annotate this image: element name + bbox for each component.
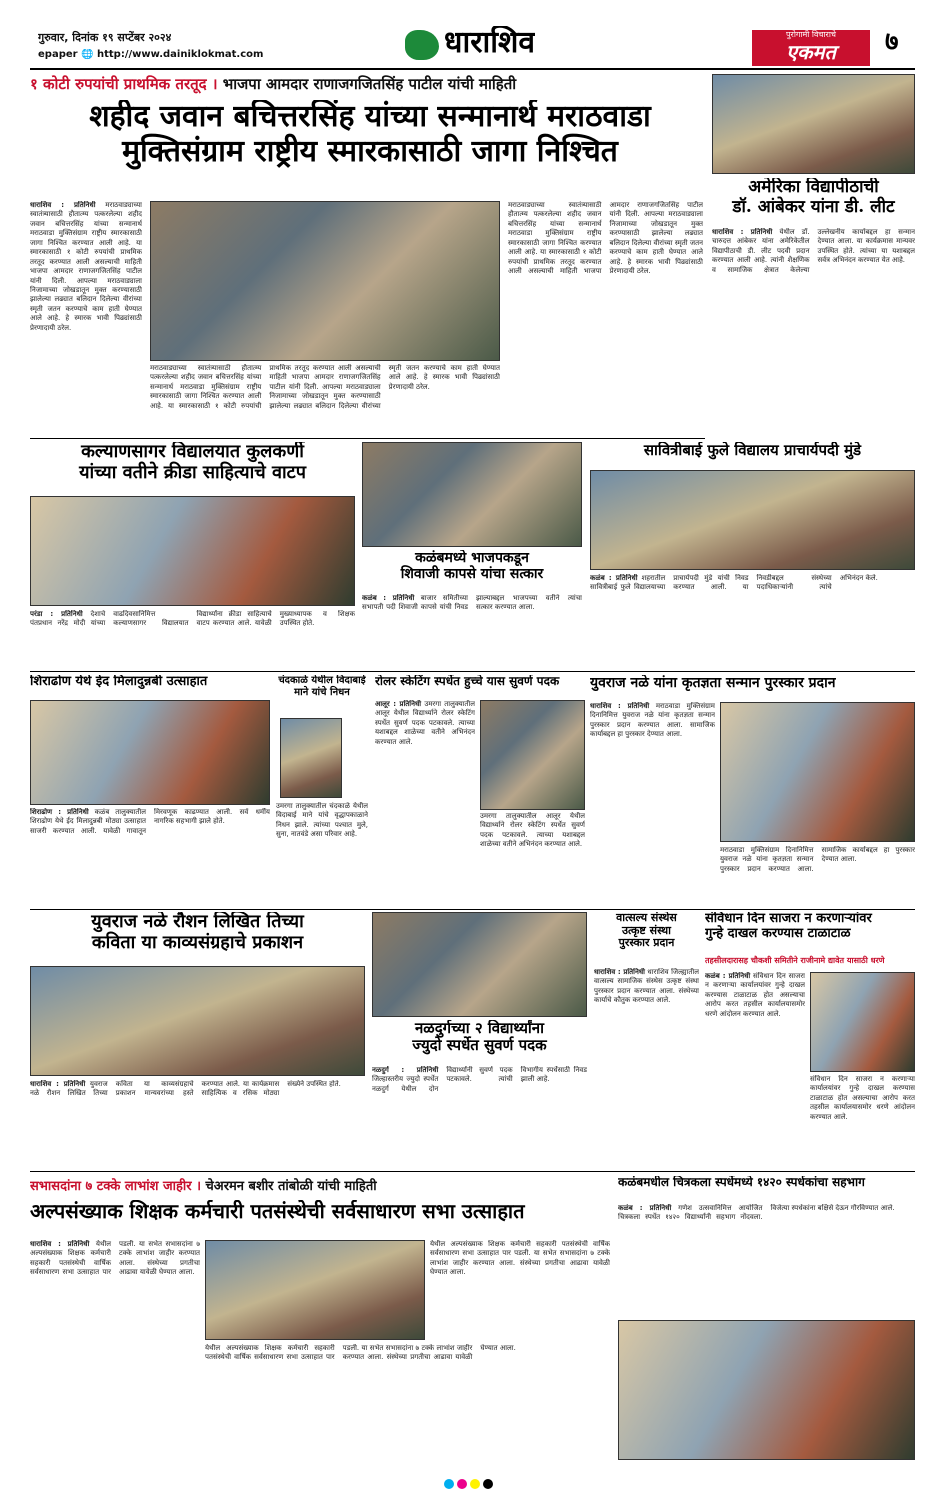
sabha-body-mid bbox=[430, 1240, 610, 1340]
poetry-byline: धाराशिव : प्रतिनिधी bbox=[30, 1080, 86, 1088]
vatsalya-text: धाराशिव जिल्ह्यातील वात्सल्य सामाजिक संस्थेस उत्कृष्ट संस्था पुरस्कार प्रदान करण्यात आला. संस्थेच्या कार्याचे कौतुक करण्यात आले. bbox=[594, 968, 699, 1005]
judo-text: जिल्हास्तरीय ज्युदो स्पर्धेत नळदुर्ग येथील दोन विद्यार्थ्यांनी सुवर्ण पदक पटकावले. त्यांची विभागीय स्पर्धेसाठी निवड झाली आहे. bbox=[372, 1066, 587, 1093]
judo-photo bbox=[372, 912, 587, 1017]
kalyan-headline-line-1: कल्याणसागर विद्यालयात कुलकर्णी bbox=[81, 442, 304, 462]
kalamb-headline bbox=[362, 550, 582, 592]
brand-block bbox=[752, 30, 870, 66]
judo-body bbox=[372, 1066, 587, 1168]
poetry-headline bbox=[30, 912, 365, 962]
lead-headline bbox=[30, 100, 710, 196]
header-url[interactable]: http://www.dainiklokmat.com bbox=[96, 49, 264, 60]
amerika-body bbox=[712, 228, 915, 436]
district-map-icon bbox=[405, 30, 439, 60]
lead-body-right bbox=[508, 201, 703, 366]
lead-headline-line-1: शहीद जवान बचित्तरसिंह यांच्या सन्मानार्थ मराठवाडा bbox=[89, 100, 651, 134]
sanvidhan-headline bbox=[705, 912, 915, 954]
judo-headline-line-1: नळदुर्गच्या २ विद्यार्थ्यांना bbox=[414, 1020, 545, 1037]
kalamb-body bbox=[362, 594, 582, 668]
judo-headline bbox=[372, 1020, 587, 1064]
lead-headline-line-2: मुक्तिसंग्राम राष्ट्रीय स्मारकासाठी जागा निश्चित bbox=[122, 133, 618, 169]
kalamb-headline-line-2: शिवाजी कापसे यांचा सत्कार bbox=[400, 566, 544, 583]
lead-kicker-rest: भाजपा आमदार राणाजगजितसिंह पाटील यांची माहिती bbox=[222, 75, 517, 93]
poetry-headline-line-2: कविता या काव्यसंग्रहाचे प्रकाशन bbox=[91, 931, 304, 953]
poetry-body bbox=[30, 1080, 365, 1168]
shiradhon-byline: शिराढोण : प्रतिनिधी bbox=[30, 808, 89, 816]
yuvraj-award-text: मराठवाडा मुक्तिसंग्राम दिनानिमित्त युवराज नळे यांना कृतज्ञता सन्मान पुरस्कार प्रदान करण्यात आला. सामाजिक कार्याबद्दल हा पुरस्कार देण्यात आला. bbox=[590, 702, 715, 739]
sabha-body-left bbox=[30, 1240, 200, 1460]
shiradhon-text: कळंब तालुक्यातील शिराढोण येथे ईद मिलादुन्नबी मोठ्या उत्साहात साजरी करण्यात आली. यावेळी गावातून मिरवणूक काढण्यात आली. सर्व धर्मीय नागरिक सहभागी झाले होते. bbox=[30, 808, 270, 835]
roller-body-top bbox=[375, 700, 475, 906]
shiradhon-body bbox=[30, 808, 270, 906]
epaper-label: epaper bbox=[38, 49, 78, 60]
row3-rule bbox=[30, 909, 915, 910]
obit-headline-line-2: माने यांचे निधन bbox=[294, 686, 350, 698]
chitrakala-photo bbox=[618, 1320, 915, 1460]
roller-text: उमरगा तालुक्यातील आलूर येथील विद्यार्थ्याने रोलर स्केटिंग स्पर्धेत सुवर्ण पदक पटकावले. त्याच्या यशाबद्दल शाळेच्या वतीने अभिनंदन करण्यात आले. bbox=[375, 700, 475, 746]
roller-text-continued: उमरगा तालुक्यातील आलूर येथील विद्यार्थ्याने रोलर स्केटिंग स्पर्धेत सुवर्ण पदक पटकावले. त्याच्या यशाबद्दल शाळेच्या वतीने अभिनंदन करण्यात आले. bbox=[480, 812, 585, 849]
kalyan-body bbox=[30, 610, 355, 668]
savitri-text: शहरातील सावित्रीबाई फुले विद्यालयाच्या प्राचार्यपदी मुंडे यांची निवड करण्यात आली. या निवडीबद्दल संस्थेच्या पदाधिकाऱ्यांनी त्यांचे अभिनंदन केले. bbox=[590, 574, 878, 592]
poetry-headline-line-1: युवराज नळे रौशन लिखित तिच्या bbox=[91, 912, 304, 932]
lead-body-bottom bbox=[150, 364, 500, 436]
yuvraj-award-photo bbox=[720, 702, 915, 842]
vatsalya-body bbox=[594, 968, 699, 1168]
sabha-kicker-rest: चेअरमन बशीर तांबोळी यांची माहिती bbox=[205, 1179, 377, 1194]
sabha-text-continued: येथील अल्पसंख्याक शिक्षक कर्मचारी सहकारी पतसंस्थेची वार्षिक सर्वसाधारण सभा उत्साहात पार पडली. या सभेत सभासदांना ७ टक्के लाभांश जाहीर करण्यात आला. संस्थेच्या प्रगतीचा आढावा यावेळी घेण्यात आला. bbox=[205, 1344, 516, 1362]
sabha-kicker-red: सभासदांना ७ टक्के लाभांश जाहीर । bbox=[30, 1179, 201, 1194]
roller-body-bottom bbox=[480, 812, 585, 906]
roller-photo bbox=[480, 700, 585, 810]
brand-tagline: पुरोगामी विचाराचे bbox=[786, 30, 836, 39]
header-date: गुरुवार, दिनांक १९ सप्टेंबर २०२४ bbox=[38, 31, 172, 44]
amerika-headline bbox=[712, 178, 915, 224]
lead-byline: धाराशिव : प्रतिनिधी bbox=[30, 201, 96, 209]
header-epaper bbox=[38, 49, 263, 60]
yuvraj-award-text-continued: मराठवाडा मुक्तिसंग्राम दिनानिमित्त युवराज नळे यांना कृतज्ञता सन्मान पुरस्कार प्रदान करण्यात आला. सामाजिक कार्याबद्दल हा पुरस्कार देण्यात आला. bbox=[720, 846, 915, 873]
savitri-byline: कळंब : प्रतिनिधी bbox=[590, 574, 638, 582]
sanvidhan-photo bbox=[810, 972, 915, 1072]
savitri-body bbox=[590, 574, 915, 668]
kalyan-text: देशाचे पंतप्रधान नरेंद्र मोदी यांच्या वाढदिवसानिमित्त कल्याणसागर विद्यालयात विद्यार्थ्यांना क्रीडा साहित्याचे वाटप करण्यात आले. यावेळी मुख्याध्यापक व शिक्षक उपस्थित होते. bbox=[30, 610, 355, 628]
sanvidhan-body-bottom bbox=[810, 1075, 915, 1168]
kalamb-byline: कळंब : प्रतिनिधी bbox=[362, 594, 415, 602]
vatsalya-headline-line-3: पुरस्कार प्रदान bbox=[618, 936, 675, 950]
yellow-mark-icon bbox=[470, 1479, 480, 1489]
page-number: ७ bbox=[885, 28, 899, 57]
sabha-byline: धाराशिव : प्रतिनिधी bbox=[30, 1240, 90, 1248]
chitrakala-byline: कळंब : प्रतिनिधी bbox=[618, 1204, 672, 1212]
sanvidhan-byline: कळंब : प्रतिनिधी bbox=[705, 972, 751, 980]
lead-text-continued: मराठवाड्याच्या स्वातंत्र्यासाठी हौतात्म्य पत्करलेल्या शहीद जवान बचित्तरसिंह यांच्या सन्मानार्थ मराठवाडा मुक्तिसंग्राम राष्ट्रीय स्मारकासाठी जागा निश्चित करण्यात आली आहे. या स्मारकासाठी १ कोटी रुपयांची प्राथमिक तरतूद करण्यात आली असल्याची माहिती भाजपा आमदार राणाजगजितसिंह पाटील यांनी दिली. आपल्या मराठवाड्याला निजामाच्या जोखडातून मुक्त करण्यासाठी झालेल्या लढ्यात बलिदान दिलेल्या वीरांच्या स्मृती जतन करण्याचे काम हाती घेण्यात आले आहे. हे स्मारक भावी पिढ्यांसाठी प्रेरणादायी ठरेल. bbox=[508, 201, 703, 276]
kalamb-photo bbox=[362, 442, 582, 547]
lead-kicker-red: १ कोटी रुपयांची प्राथमिक तरतूद । bbox=[30, 75, 218, 93]
lead-rule bbox=[30, 438, 705, 439]
print-registration-marks bbox=[40, 1474, 900, 1490]
shiradhon-headline: शिराढोण येथे ईद मिलादुन्नबी उत्साहात bbox=[30, 675, 208, 689]
sanvidhan-text-continued: संविधान दिन साजरा न करणाऱ्या कार्यालयांवर गुन्हे दाखल करण्यास टाळाटाळ होत असल्याचा आरोप करत तहसील कार्यालयासमोर धरणे आंदोलन करण्यात आले. bbox=[810, 1075, 915, 1121]
yuvraj-award-body bbox=[590, 702, 715, 906]
judo-byline: नळदुर्ग : प्रतिनिधी bbox=[372, 1066, 439, 1074]
judo-headline-line-2: ज्युदो स्पर्धेत सुवर्ण पदक bbox=[412, 1036, 547, 1055]
lead-body-left bbox=[30, 201, 142, 366]
amerika-byline: धाराशिव : प्रतिनिधी bbox=[712, 228, 773, 236]
vatsalya-headline-line-1: वात्सल्य संस्थेस bbox=[616, 912, 677, 924]
kalamb-headline-line-1: कळंबमध्ये भाजपकडून bbox=[415, 550, 529, 566]
amerika-headline-line-2: डॉ. आंबेकर यांना डी. लीट bbox=[732, 196, 895, 217]
black-mark-icon bbox=[483, 1479, 493, 1489]
obit-photo bbox=[280, 718, 342, 798]
savitri-headline: सावित्रीबाई फुले विद्यालय प्राचार्यपदी मुंडे bbox=[643, 442, 862, 459]
sabha-text-mid: येथील अल्पसंख्याक शिक्षक कर्मचारी सहकारी पतसंस्थेची वार्षिक सर्वसाधारण सभा उत्साहात पार पडली. या सभेत सभासदांना ७ टक्के लाभांश जाहीर करण्यात आला. संस्थेच्या प्रगतीचा आढावा यावेळी घेण्यात आला. bbox=[430, 1240, 610, 1277]
chitrakala-headline: कळंबमधील चित्रकला स्पर्धेमध्ये १४२० स्पर्धकांचा सहभाग bbox=[618, 1176, 865, 1189]
lead-kicker bbox=[30, 74, 700, 96]
lead-text: मराठवाड्याच्या स्वातंत्र्यासाठी हौतात्म्य पत्करलेल्या शहीद जवान बचित्तरसिंह यांच्या सन्मानार्थ मराठवाडा मुक्तिसंग्राम राष्ट्रीय स्मारकासाठी जागा निश्चित करण्यात आली आहे. या स्मारकासाठी १ कोटी रुपयांची प्राथमिक तरतूद करण्यात आली असल्याची माहिती भाजपा आमदार राणाजगजितसिंह पाटील यांनी दिली. आपल्या मराठवाड्याला निजामाच्या जोखडातून मुक्त करण्यासाठी झालेल्या लढ्यात बलिदान दिलेल्या वीरांच्या स्मृती जतन करण्याचे काम हाती घेण्यात आले आहे. हे स्मारक भावी पिढ्यांसाठी प्रेरणादायी ठरेल. bbox=[30, 201, 142, 332]
sanvidhan-body bbox=[705, 972, 805, 1168]
vatsalya-headline-line-2: उत्कृष्ट संस्था bbox=[621, 923, 672, 937]
row4-rule bbox=[30, 1171, 915, 1172]
sanvidhan-headline-line-1: संविधान दिन साजरा न करणाऱ्यांवर bbox=[705, 912, 872, 926]
obit-body bbox=[276, 802, 368, 906]
obit-headline-line-1: चंदकाळे येथील विदाबाई bbox=[278, 675, 366, 686]
sabha-text: येथील अल्पसंख्याक शिक्षक कर्मचारी सहकारी पतसंस्थेची वार्षिक सर्वसाधारण सभा उत्साहात पार पडली. या सभेत सभासदांना ७ टक्के लाभांश जाहीर करण्यात आला. संस्थेच्या प्रगतीचा आढावा यावेळी घेण्यात आला. bbox=[30, 1240, 200, 1277]
chitrakala-text: गणेश उत्सवानिमित्त आयोजित चित्रकला स्पर्धेत १४२० विद्यार्थ्यांनी सहभाग नोंदवला. विजेत्या स्पर्धकांना बक्षिसे देऊन गौरविण्यात आले. bbox=[618, 1204, 895, 1222]
yuvraj-award-body-bottom bbox=[720, 846, 915, 906]
edition-title: धाराशिव bbox=[444, 26, 536, 60]
masthead bbox=[0, 0, 945, 70]
vatsalya-headline bbox=[594, 912, 699, 966]
lead-text-bottom: मराठवाड्याच्या स्वातंत्र्यासाठी हौतात्म्य पत्करलेल्या शहीद जवान बचित्तरसिंह यांच्या सन्मानार्थ मराठवाडा मुक्तिसंग्राम राष्ट्रीय स्मारकासाठी जागा निश्चित करण्यात आली आहे. या स्मारकासाठी १ कोटी रुपयांची प्राथमिक तरतूद करण्यात आली असल्याची माहिती भाजपा आमदार राणाजगजितसिंह पाटील यांनी दिली. आपल्या मराठवाड्याला निजामाच्या जोखडातून मुक्त करण्यासाठी झालेल्या लढ्यात बलिदान दिलेल्या वीरांच्या स्मृती जतन करण्याचे काम हाती घेण्यात आले आहे. हे स्मारक भावी पिढ्यांसाठी प्रेरणादायी ठरेल. bbox=[150, 364, 500, 410]
sanvidhan-text: संविधान दिन साजरा न करणाऱ्या कार्यालयांवर गुन्हे दाखल करण्यास टाळाटाळ होत असल्याचा आरोप करत तहसील कार्यालयासमोर धरणे आंदोलन करण्यात आले. bbox=[705, 972, 805, 1018]
obit-text: उमरगा तालुक्यातील चंदकाळे येथील विदाबाई माने यांचे वृद्धापकाळाने निधन झाले. त्यांच्या पश्चात मुले, सुना, नातवंडे असा परिवार आहे. bbox=[276, 802, 368, 839]
sabha-body-right bbox=[205, 1344, 610, 1460]
globe-icon: 🌐 bbox=[81, 49, 94, 60]
lead-photo bbox=[150, 201, 500, 361]
yuvraj-award-headline: युवराज नळे यांना कृतज्ञता सन्मान पुरस्कार प्रदान bbox=[590, 675, 836, 691]
yuvraj-award-byline: धाराशिव : प्रतिनिधी bbox=[590, 702, 650, 710]
brand-logo: एकमत bbox=[786, 40, 836, 64]
kalyan-photo bbox=[30, 496, 355, 606]
kalamb-text: बाजार समितीच्या सभापती पदी शिवाजी कापसे यांची निवड झाल्याबद्दल भाजपच्या वतीने त्यांचा सत्कार करण्यात आला. bbox=[362, 594, 582, 612]
sanvidhan-headline-line-2: गुन्हे दाखल करण्यास टाळाटाळ bbox=[705, 925, 851, 941]
sanvidhan-subtitle: तहसीलदारासह चौकशी समितीने राजीनामे द्यावेत यासाठी धरणे bbox=[705, 956, 885, 965]
obit-headline bbox=[276, 675, 368, 715]
sabha-kicker bbox=[30, 1176, 610, 1196]
amerika-text: येथील डॉ. चारुदत्त आंबेकर यांना अमेरिकेतील विद्यापीठाची डी. लीट पदवी प्रदान करण्यात आली आहे. त्यांनी शैक्षणिक व सामाजिक क्षेत्रात केलेल्या उल्लेखनीय कार्याबद्दल हा सन्मान देण्यात आला. या कार्यक्रमास मान्यवर उपस्थित होते. त्यांच्या या यशाबद्दल सर्वत्र अभिनंदन करण्यात येत आहे. bbox=[712, 228, 915, 274]
shiradhon-photo bbox=[30, 700, 270, 805]
vatsalya-byline: धाराशिव : प्रतिनिधी bbox=[594, 968, 645, 976]
chitrakala-body bbox=[618, 1204, 915, 1316]
roller-byline: आलूर : प्रतिनिधी bbox=[375, 700, 422, 708]
kalyan-headline-line-2: यांच्या वतीने क्रीडा साहित्याचे वाटप bbox=[79, 461, 306, 483]
savitri-photo bbox=[590, 470, 915, 570]
sabha-photo bbox=[205, 1240, 425, 1340]
header-rule bbox=[30, 68, 915, 70]
amerika-headline-line-1: अमेरिका विद्यापीठाची bbox=[748, 178, 879, 197]
sabha-headline: अल्पसंख्याक शिक्षक कर्मचारी पतसंस्थेची सर्वसाधारण सभा उत्साहात bbox=[30, 1200, 525, 1223]
row2-rule bbox=[30, 671, 915, 672]
kalyan-headline bbox=[30, 442, 355, 492]
amerika-photo bbox=[712, 74, 915, 174]
kalyan-byline: परंडा : प्रतिनिधी bbox=[30, 610, 83, 618]
magenta-mark-icon bbox=[457, 1479, 467, 1489]
poetry-photo bbox=[30, 966, 365, 1076]
cyan-mark-icon bbox=[444, 1479, 454, 1489]
roller-headline: रोलर स्केटिंग स्पर्धेत हुच्चे यास सुवर्ण पदक bbox=[375, 675, 560, 688]
poetry-text: युवराज नळे रौशन लिखित तिच्या कविता या काव्यसंग्रहाचे प्रकाशन मान्यवरांच्या हस्ते करण्यात आले. या कार्यक्रमास साहित्यिक व रसिक मोठ्या संख्येने उपस्थित होते. bbox=[30, 1080, 341, 1098]
